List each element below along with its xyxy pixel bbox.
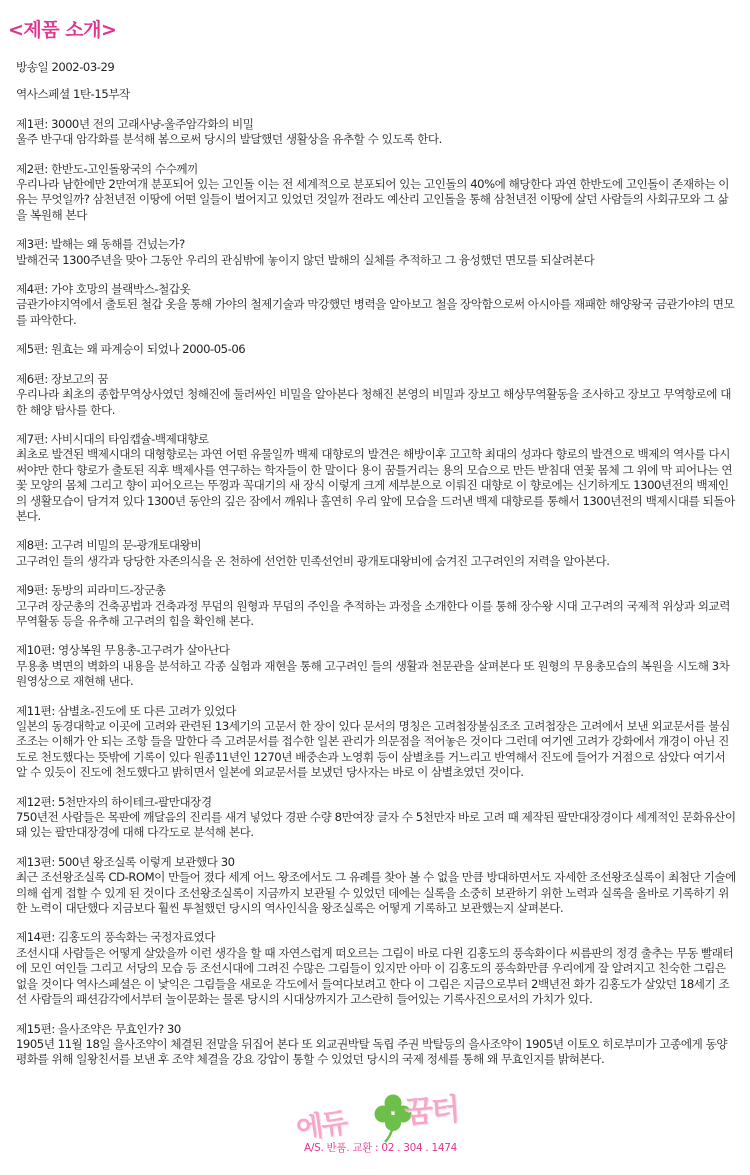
episode-title: 제2편: 한반도-고인돌왕국의 수수께끼 bbox=[16, 161, 198, 176]
product-description bbox=[16, 60, 738, 1082]
episode-title: 제4편: 가야 호망의 블랙박스-철갑옷 bbox=[16, 282, 191, 297]
episode-title: 제14편: 김홍도의 풍속화는 국정자료였다 bbox=[16, 930, 216, 945]
episode-item bbox=[16, 855, 738, 917]
episode-title: 제13편: 500년 왕조실록 이렇게 보관했다 30 bbox=[16, 854, 235, 869]
episode-item bbox=[16, 342, 738, 357]
episode-description: 우리나라 남한에만 2만여개 분포되어 있는 고인돌 이는 전 세계적으로 분포되어 있는 고인돌의 40%에 해당한다 과연 한반도에 고인돌이 존재하는 이유는 무엇일까? 삼천년전 이땅에 어떤 일들이 벌어지고 있었던 것일까 전라도 예산리 고인돌을 통해 삼천년전 이땅에 살던 사람들의 사회규모와 그 삶을 복원해 본다 bbox=[16, 177, 730, 222]
episode-title: 제7편: 사비시대의 타임캡슐-백제대향로 bbox=[16, 431, 209, 446]
episode-description: 발해건국 1300주년을 맞아 그동안 우리의 관심밖에 놓이지 않던 발해의 실체를 추적하고 그 융성했던 면모를 되살려본다 bbox=[16, 252, 595, 267]
episode-description: 최초로 발견된 백제시대의 대형향로는 과연 어떤 유물일까 백제 대향로의 발견은 해방이후 고고학 최대의 성과다 향로의 발견으로 백제의 역사를 다시 써야만 한다 향로가 출토된 직후 백제사를 연구하는 학자들이 한 말이다 용이 꿈틀거리는 용의 모습으로 만든 받침대 연꽃 몸체 그 위에 막 피어나는 연꽃 모양의 몸체 그리고 향이 피어오르는 뚜껑과 꼭대기의 새 장식 이렇게 크게 세부분으로 이뤄진 대향로 이 향로에는 신기하게도 1300년전의 백제인의 생활모습이 담겨져 있다 1300년 동안의 깊은 잠에서 깨워나 홀연히 우리 앞에 모습을 드러낸 백제 대향로를 통해서 1300년전의 백제시대를 되돌아본다. bbox=[16, 447, 735, 523]
episode-list bbox=[16, 117, 738, 1068]
episode-item bbox=[16, 432, 738, 524]
episode-description: 우리나라 최초의 종합무역상사였던 청해진에 둘러싸인 비밀을 알아본다 청해진 본영의 비밀과 장보고 해상무역활동을 조사하고 장보고 무역항로에 대한 해양 탐사를 한다. bbox=[16, 387, 732, 417]
episode-item bbox=[16, 282, 738, 328]
edu-kkumteo-logo bbox=[296, 1090, 486, 1168]
episode-title: 제1편: 3000년 전의 고래사냥-울주암각화의 비밀 bbox=[16, 116, 254, 131]
episode-description: 고구려인 들의 생각과 당당한 자존의식을 온 천하에 선언한 민족선언비 광개토대왕비에 숨겨진 고구려인의 저력을 알아본다. bbox=[16, 553, 610, 568]
episode-item bbox=[16, 643, 738, 689]
episode-item bbox=[16, 1022, 738, 1068]
episode-item bbox=[16, 372, 738, 418]
logo-text-left: 에듀 bbox=[294, 1105, 349, 1146]
episode-item bbox=[16, 162, 738, 224]
episode-item bbox=[16, 237, 738, 268]
episode-item bbox=[16, 704, 738, 781]
broadcast-date: 방송일 2002-03-29 bbox=[16, 60, 115, 74]
contact-info: A/S. 반품. 교환 : 02 . 304 . 1474 bbox=[304, 1142, 457, 1154]
episode-title: 제3편: 발해는 왜 동해를 건넜는가? bbox=[16, 237, 185, 252]
logo-text-right: 꿈터 bbox=[403, 1092, 460, 1131]
episode-title: 제5편: 원효는 왜 파계승이 되었나 2000-05-06 bbox=[16, 342, 246, 357]
episode-description: 일본의 동경대학교 이곳에 고려와 관련된 13세기의 고문서 한 장이 있다 문서의 명칭은 고려첩장불심조조 고려첩장은 고려에서 보낸 외교문서를 불심조조는 이해가 안 되는 조항 들을 말한다 즉 고려문서를 접수한 일본 관리가 의문점을 적어놓은 것이다 그런데 여기엔 고려가 강화에서 개경이 아닌 진도로 천도했다는 뜻밖에 기록이 있다 원종11년인 1270년 배중손과 노영휘 등이 삼별초를 거느리고 반역해서 진도에 들어가 거점으로 삼았다 여기서 알 수 있듯이 진도에 천도했다고 밝히면서 일본에 외교문서를 보냈던 당사자는 바로 이 삼별초였던 것이다. bbox=[16, 719, 730, 780]
episode-title: 제12편: 5천만자의 하이테크-팔만대장경 bbox=[16, 794, 212, 809]
episode-title: 제10편: 영상복원 무용총-고구려가 살아난다 bbox=[16, 643, 230, 658]
episode-item bbox=[16, 795, 738, 841]
episode-description: 1905년 11월 18일 을사조약이 체결된 전말을 뒤집어 본다 또 외교권박탈 독립 주권 박탈등의 을사조약이 1905년 이토오 히로부미가 고종에게 동양 평화를 위해 일왕친서를 보낸 후 조약 체결을 강요 강압이 통할 수 있었던 당시의 국제 정세를 통해 왜 무효인지를 밝혀본다. bbox=[16, 1036, 728, 1067]
episode-title: 제8편: 고구려 비밀의 문-광개토대왕비 bbox=[16, 538, 202, 553]
episode-item bbox=[16, 930, 738, 1007]
series-name: 역사스페셜 1탄-15부작 bbox=[16, 87, 130, 102]
episode-item bbox=[16, 117, 738, 148]
episode-item bbox=[16, 583, 738, 629]
episode-item bbox=[16, 538, 738, 569]
episode-title: 제15편: 을사조약은 무효인가? 30 bbox=[16, 1021, 181, 1036]
episode-title: 제11편: 삼별초-진도에 또 다른 고려가 있었다 bbox=[16, 703, 236, 718]
episode-description: 조선시대 사람들은 어떻게 살았을까 이런 생각을 할 때 자연스럽게 떠오르는 그림이 바로 다윈 김홍도의 풍속화이다 씨름판의 정경 출추는 무동 빨래터에 모인 여인들 그리고 서당의 모습 등 조선시대에 그려진 수많은 그림들이 있지만 아마 이 김홍도의 풍속화만큼 우리에게 잘 알려지고 친숙한 그림은 없을 것이다 역사스페셜은 이 낯익은 그림들을 새로운 각도에서 들여다보려고 한다 이 그림은 지금으로부터 2백년전 화가 김홍도가 살았던 18세기 조선 사람들의 패션감각에서부터 놀이문화는 물론 당시의 시대상까지가 고스란히 들어있는 기록사진으로서의 가치가 있다. bbox=[16, 945, 734, 1007]
episode-description: 최근 조선왕조실록 CD-ROM이 만들어 졌다 세계 어느 왕조에서도 그 유례를 찾아 볼 수 없을 만큼 방대하면서도 자세한 조선왕조실록이 최첨단 기술에 의해 쉽게 접할 수 있게 된 것이다 조선왕조실록이 지금까지 보관될 수 있었던 데에는 실록을 소중히 보관하기 위한 노력과 실록을 올바로 기록하기 위한 노력이 대단했다 지금보다 훨씬 투철했던 당시의 역사인식을 왕조실록은 어떻게 기록하고 보관했는지 살펴본다. bbox=[16, 870, 736, 916]
episode-description: 무용총 벽면의 벽화의 내용을 분석하고 각종 실험과 재현을 통해 고구려인 들의 생활과 천문관을 살펴본다 또 원형의 무용총모습의 복원을 시도해 3차원영상으로 재현해 낸다. bbox=[16, 658, 730, 689]
episode-title: 제6편: 장보고의 꿈 bbox=[16, 371, 109, 386]
episode-description: 750년전 사람들은 목판에 깨달음의 진리를 새겨 넣었다 경판 수량 8만여장 글자 수 5천만자 바로 고려 때 제작된 팔만대장경이다 세계적인 문화유산이 돼 있는 팔만대장경에 대해 다각도로 분석해 본다. bbox=[16, 810, 736, 840]
episode-title: 제9편: 동방의 피라미드-장군총 bbox=[16, 583, 166, 598]
page-title: <제품 소개> bbox=[8, 19, 117, 41]
episode-description: 금관가야지역에서 출토된 철갑 옷을 통해 가야의 철제기술과 막강했던 병력을 알아보고 철을 장악함으로써 아시아를 재패한 해양왕국 금관가야의 면모를 파악한다. bbox=[16, 297, 735, 327]
episode-description: 울주 반구대 암각화를 분석해 봄으로써 당시의 발달했던 생활상을 유추할 수 있도록 한다. bbox=[16, 132, 442, 147]
episode-description: 고구려 장군총의 건축공법과 건축과정 무덤의 원형과 무덤의 주인을 추적하는 과정을 소개한다 이를 통해 장수왕 시대 고구려의 국제적 위상과 외교력 무역활동 등을 유추해 고구려의 힘을 확인해 본다. bbox=[16, 598, 730, 628]
